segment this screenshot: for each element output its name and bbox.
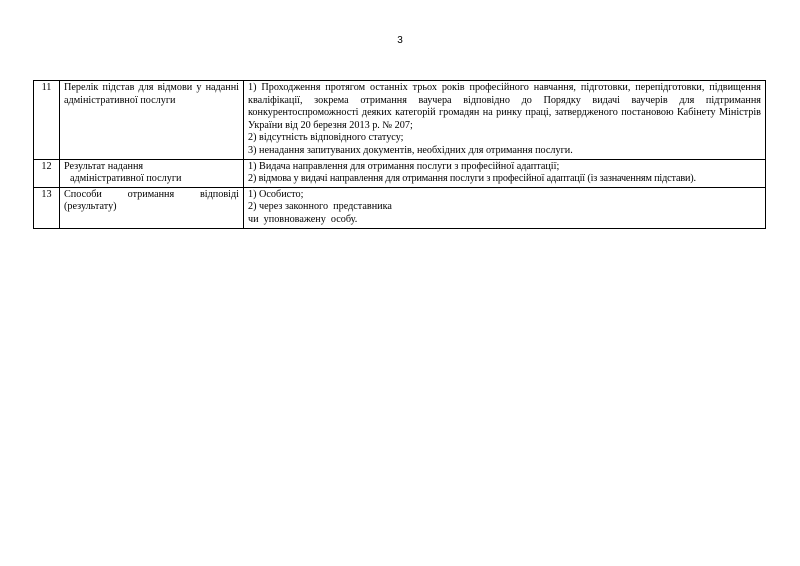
row-title: Перелік підстав для відмови у наданні адміністративної послуги: [60, 81, 244, 160]
description-line: 1) Видача направлення для отримання послуги з професійної адаптації;: [248, 160, 560, 172]
page-number: 3: [397, 35, 403, 46]
description-line: 3) ненадання запитуваних документів, необхідних для отримання послуги.: [248, 144, 573, 156]
row-description: [244, 187, 766, 228]
row-title: [60, 159, 244, 187]
row-number: 13: [34, 187, 60, 228]
row-description: [244, 159, 766, 187]
table-row: [34, 159, 766, 187]
row-number: 11: [34, 81, 60, 160]
description-line: 1) Проходження протягом останніх трьох років професійного навчання, підготовки, перепідготовки, підвищення кваліфікації, зокрема отримання ваучера відповідно до Порядку видачі ваучерів для підтримання конкурентоспроможності деяких категорій громадян на ринку праці, затвердженого постановою Кабінету Міністрів України від 20 березня 2013 р. № 207;: [248, 82, 761, 131]
row-description: [244, 81, 766, 160]
table-row: [34, 81, 766, 160]
description-line: 1) Особисто;: [248, 188, 304, 200]
services-table: [33, 80, 766, 229]
row-title-line: адміністративної послуги: [70, 173, 182, 185]
description-line: 2) через законного представника: [248, 201, 392, 213]
row-number: 12: [34, 159, 60, 187]
description-line: 2) відсутність відповідного статусу;: [248, 132, 404, 144]
row-title-line: Результат надання: [64, 160, 144, 172]
row-title: Способи отримання відповіді (результату): [60, 187, 244, 228]
description-line: 2) відмова у видачі направлення для отримання послуги з професійної адаптації (із зазначенням підстави).: [248, 173, 696, 185]
description-line: чи уповноважену особу.: [248, 213, 358, 225]
table-row: [34, 187, 766, 228]
